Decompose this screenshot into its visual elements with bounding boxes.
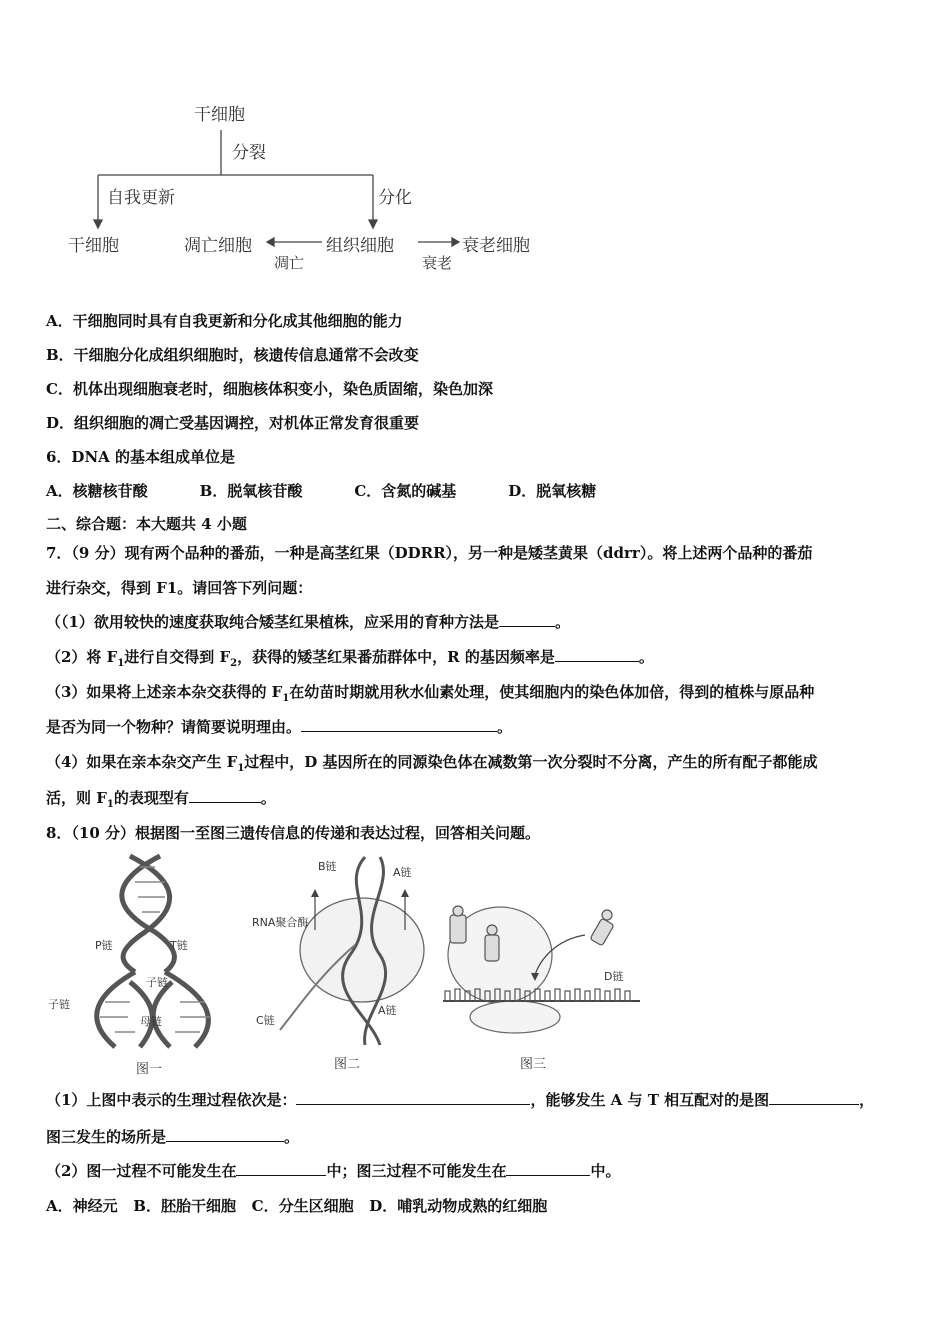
fig2-c-chain-label: C链 — [256, 1014, 275, 1027]
diagram-differentiate-label: 分化 — [378, 188, 412, 208]
q5-option-a: A．干细胞同时具有自我更新和分化成其他细胞的能力 — [46, 312, 403, 330]
q6-options — [46, 481, 642, 501]
fig2-caption: 图二 — [334, 1057, 361, 1072]
q6-option-d: D．脱氧核糖 — [508, 482, 597, 500]
diagram-self-renew-label: 自我更新 — [107, 188, 175, 208]
q6-option-c: C．含氮的碱基 — [354, 482, 457, 500]
q8-part2-blank1[interactable] — [236, 1161, 326, 1176]
q6-option-a: A．核糖核苷酸 — [46, 482, 148, 500]
diagram-stem-cell: 干细胞 — [68, 236, 119, 256]
diagram-root: 干细胞 — [194, 105, 245, 125]
q8-part1-blank3[interactable] — [166, 1127, 284, 1142]
diagram-tissue-cell: 组织细胞 — [326, 236, 394, 256]
fig3-caption: 图三 — [520, 1057, 547, 1072]
fig1-child-chain-label-2: 子链 — [48, 998, 70, 1011]
q7-part2-blank[interactable] — [555, 647, 639, 662]
fig1-mother-chain-label: 母链 — [140, 1015, 162, 1028]
q8-part2: （2）图一过程不可能发生在 中；图三过程不可能发生在 中。 — [46, 1162, 621, 1180]
fig3-d-chain-label: D链 — [604, 970, 624, 983]
q7-part1: （（1）欲用较快的速度获取纯合矮茎红果植株，应采用的育种方法是 。 — [46, 613, 570, 631]
q7-part3-line2: 是否为同一个物种？请简要说明理由。 。 — [46, 718, 513, 736]
q8-part2-blank2[interactable] — [506, 1161, 590, 1176]
q5-option-d: D．组织细胞的凋亡受基因调控，对机体正常发育很重要 — [46, 414, 420, 432]
diagram-aging-cell: 衰老细胞 — [462, 236, 530, 256]
fig2-b-chain-label: B链 — [318, 860, 337, 873]
q7-part1-blank[interactable] — [499, 612, 555, 627]
fig2-a-chain-label: A链 — [393, 866, 412, 879]
q7-part4-line2: 活，则 $F_1$的表现型有 。 — [46, 789, 276, 810]
fig1-p-chain-label: P链 — [95, 939, 113, 952]
diagram-apoptotic-cell: 凋亡细胞 — [184, 236, 252, 256]
q8-stem: 8．（10 分）根据图一至图三遗传信息的传递和表达过程，回答相关问题。 — [46, 824, 541, 842]
section2-heading: 二、综合题：本大题共 4 小题 — [46, 515, 247, 533]
q8-part1-line2: 图三发生的场所是 。 — [46, 1128, 300, 1146]
diagram-apoptosis-label: 凋亡 — [274, 254, 305, 272]
fig1-caption: 图一 — [136, 1062, 163, 1077]
fig2-rna-polymerase-label: RNA聚合酶 — [252, 916, 309, 929]
q7-stem-line2: 进行杂交，得到 F1。请回答下列问题： — [46, 579, 313, 597]
fig1-child-chain-label: 子链 — [146, 976, 168, 989]
diagram-aging-label: 衰老 — [422, 254, 453, 272]
q5-option-c: C．机体出现细胞衰老时，细胞核体积变小，染色质固缩，染色加深 — [46, 380, 493, 398]
q8-part1-blank1[interactable] — [296, 1090, 530, 1105]
q7-stem-line1: 7．（9 分）现有两个品种的番茄，一种是高茎红果（DDRR），另一种是矮茎黄果（ddrr）。将上述两个品种的番茄 — [46, 544, 813, 562]
fig1-t-chain-label: T链 — [170, 939, 188, 952]
q6-stem: 6．DNA 的基本组成单位是 — [46, 448, 236, 466]
figure-2-transcription — [270, 855, 440, 1050]
diagram-split-label: 分裂 — [232, 143, 266, 163]
q6-option-b: B．脱氧核苷酸 — [199, 482, 303, 500]
q8-part1-blank2[interactable] — [769, 1090, 859, 1105]
q7-part4-line1: （4）如果在亲本杂交产生 $F_1$过程中，D 基因所在的同源染色体在减数第一次分裂时不分离，产生的所有配子都能成 — [46, 753, 818, 774]
q7-part2: （2）将 $F_1$进行自交得到 $F_2$，获得的矮茎红果番茄群体中，R 的基因频率是 。 — [46, 648, 654, 669]
q7-part4-blank[interactable] — [189, 788, 261, 803]
q7-part3-line1: （3）如果将上述亲本杂交获得的 $F_1$在幼苗时期就用秋水仙素处理，使其细胞内的染色体加倍，得到的植株与原品种 — [46, 683, 815, 704]
q5-option-b: B．干细胞分化成组织细胞时，核遗传信息通常不会改变 — [46, 346, 419, 364]
q8-part1-line1: （1）上图中表示的生理过程依次是： ，能够发生 A 与 T 相互配对的是图 ， — [46, 1091, 875, 1109]
fig2-a-chain-label-2: A链 — [378, 1004, 397, 1017]
q8-options: A．神经元 B．胚胎干细胞 C．分生区细胞 D．哺乳动物成熟的红细胞 — [46, 1197, 548, 1215]
q7-part3-blank[interactable] — [301, 717, 497, 732]
